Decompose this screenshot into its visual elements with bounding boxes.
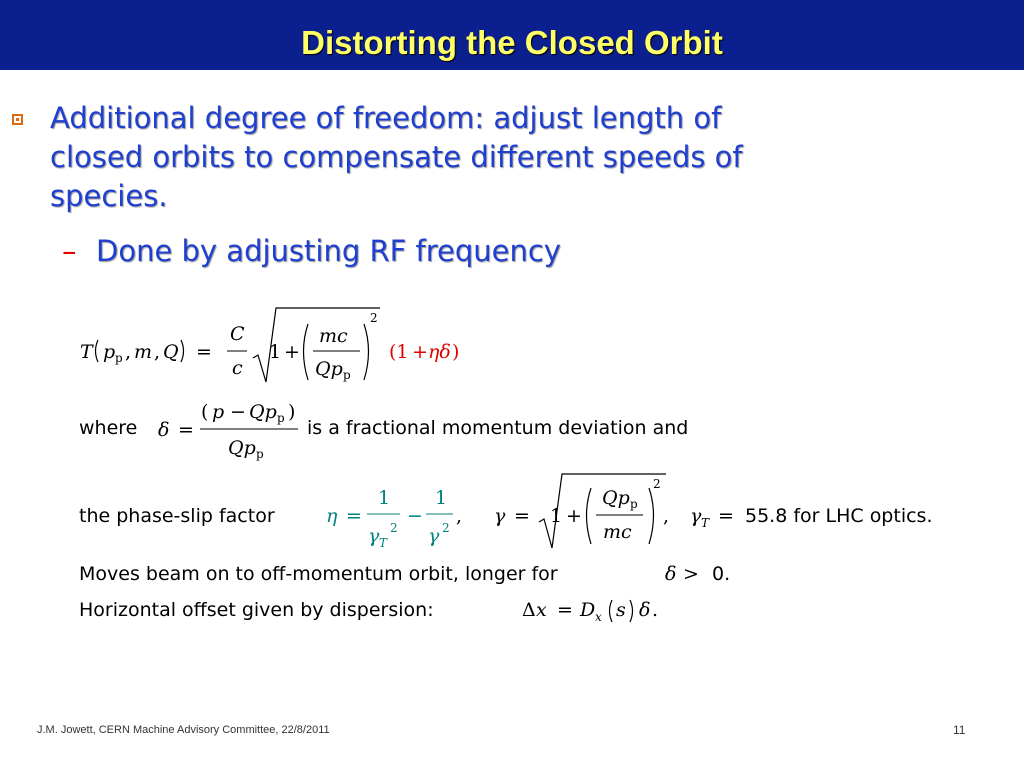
footer-citation: J.M. Jowett, CERN Machine Advisory Committee, 22/8/2011	[37, 724, 330, 736]
svg-text:m: m	[134, 341, 153, 363]
moves-beam-text: Moves beam on to off-momentum orbit, longer for	[79, 563, 558, 585]
svg-text:=: =	[718, 505, 734, 527]
svg-text:Q: Q	[163, 341, 179, 363]
svg-text:1: 1	[550, 505, 563, 527]
sub-bullet: Done by adjusting RF frequency	[96, 234, 561, 268]
svg-text:=: =	[196, 341, 212, 363]
page-number: 11	[953, 723, 966, 737]
svg-text:2: 2	[370, 311, 378, 325]
svg-text:=: =	[557, 599, 573, 621]
svg-text:): )	[288, 401, 296, 423]
svg-text:2: 2	[442, 521, 450, 535]
svg-text:η: η	[326, 505, 338, 527]
svg-text:γ: γ	[368, 525, 380, 547]
where-label: where	[79, 417, 138, 439]
svg-text:x: x	[595, 610, 602, 624]
svg-text:δ: δ	[158, 419, 170, 441]
svg-text:Qp: Qp	[602, 487, 630, 509]
svg-text:p: p	[256, 447, 264, 461]
main-bullet-line-3: species.	[50, 179, 168, 213]
svg-text:p: p	[630, 497, 638, 511]
delta-positive-condition	[660, 560, 710, 590]
svg-text:1: 1	[378, 487, 391, 509]
svg-text:mc: mc	[603, 521, 632, 543]
svg-text:γ: γ	[428, 525, 440, 547]
svg-text:c: c	[232, 357, 243, 379]
svg-text:(1: (1	[389, 341, 409, 363]
svg-text:+: +	[566, 505, 582, 527]
phase-slip-label: the phase-slip factor	[79, 505, 275, 527]
svg-text:,: ,	[154, 341, 161, 363]
orbit-period-equation	[70, 300, 490, 392]
svg-text:+: +	[412, 341, 428, 363]
svg-text:p: p	[103, 341, 116, 363]
svg-text:ηδ: ηδ	[428, 341, 451, 363]
sub-bullet-dash: –	[62, 234, 77, 268]
svg-text:mc: mc	[319, 325, 348, 347]
main-bullet-line-1: Additional degree of freedom: adjust length of	[50, 101, 722, 135]
svg-text:p: p	[212, 401, 225, 423]
svg-text:=: =	[178, 419, 194, 441]
svg-text:,: ,	[663, 505, 670, 527]
lhc-gamma-t-value: 55.8 for LHC optics.	[745, 505, 933, 527]
delta-description: is a fractional momentum deviation and	[307, 417, 689, 439]
svg-text:Δ: Δ	[522, 599, 536, 621]
bullet-marker-icon	[12, 114, 23, 125]
svg-text:γ: γ	[494, 505, 506, 527]
svg-text:T: T	[379, 536, 388, 550]
svg-text:Qp: Qp	[315, 358, 343, 380]
svg-text:2: 2	[653, 477, 661, 491]
svg-text:−: −	[230, 401, 246, 423]
svg-text:T: T	[701, 516, 710, 530]
svg-text:δ: δ	[639, 599, 651, 621]
svg-text:x: x	[536, 599, 547, 621]
svg-text:+: +	[284, 341, 300, 363]
svg-text:Qp: Qp	[249, 401, 277, 423]
svg-text:,: ,	[125, 341, 132, 363]
svg-text:p: p	[343, 368, 351, 382]
svg-text:C: C	[230, 323, 245, 345]
svg-text:1: 1	[435, 487, 448, 509]
svg-text:): )	[452, 341, 460, 363]
svg-text:δ: δ	[665, 563, 677, 585]
svg-text:.: .	[652, 599, 659, 621]
moves-beam-tail: 0.	[712, 563, 731, 585]
svg-text:T: T	[80, 341, 93, 363]
svg-text:>: >	[683, 563, 699, 585]
svg-text:γ: γ	[690, 505, 702, 527]
delta-definition	[150, 396, 310, 466]
main-bullet	[50, 99, 930, 216]
svg-text:=: =	[346, 505, 362, 527]
dispersion-offset-equation	[515, 592, 685, 630]
svg-text:,: ,	[456, 505, 463, 527]
svg-text:=: =	[514, 505, 530, 527]
svg-text:1: 1	[269, 341, 282, 363]
svg-text:−: −	[407, 505, 423, 527]
svg-text:p: p	[115, 351, 123, 365]
main-bullet-line-2: closed orbits to compensate different speeds of	[50, 140, 743, 174]
svg-text:s: s	[616, 599, 626, 621]
phase-slip-equation	[318, 470, 758, 556]
svg-text:p: p	[277, 411, 285, 425]
horizontal-offset-text: Horizontal offset given by dispersion:	[79, 599, 434, 621]
slide-title: Distorting the Closed Orbit	[301, 24, 723, 61]
svg-text:2: 2	[390, 521, 398, 535]
svg-text:(: (	[201, 401, 209, 423]
svg-text:D: D	[580, 599, 596, 621]
svg-text:Qp: Qp	[228, 437, 256, 459]
